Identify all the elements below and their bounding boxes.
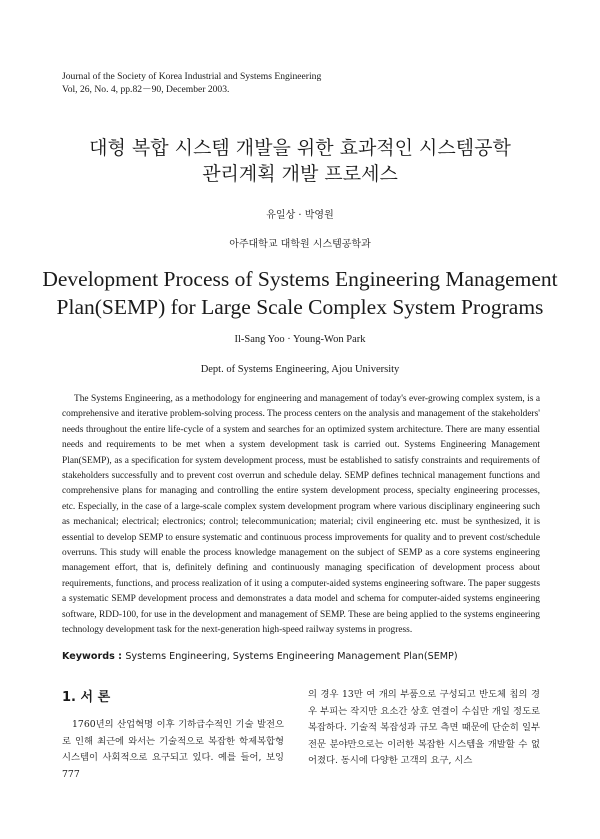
korean-affiliation: 아주대학교 대학원 시스템공학과 [229, 239, 371, 250]
korean-title-line-1: 대형 복합 시스템 개발을 위한 효과적인 시스템공학 [89, 137, 511, 159]
korean-title-line-2: 관리계획 개발 프로세스 [202, 163, 398, 185]
korean-authors: 유일상 · 박영원 [266, 210, 334, 221]
journal-name: Journal of the Society of Korea Industrial and Systems Engineering [62, 71, 322, 82]
english-title [0, 265, 600, 321]
korean-title [0, 135, 600, 187]
section-heading: 1. 서 론 [62, 690, 111, 705]
english-affiliation: Dept. of Systems Engineering, Ajou University [200, 364, 400, 375]
keywords-label: Keywords : [62, 651, 126, 662]
body-column-right: 의 경우 13만 여 개의 부품으로 구성되고 반도체 칩의 경우 부피는 작지만 요소간 상호 연결이 수십만 개일 정도로 복잡하다. 기술적 복잡성과 규모 측면 때문에 단순히 일부 전문 분야만으로는 이러한 복잡한 시스템을 개발할 수 없어졌다. 동시에 다양한 고객의 요구, 시스 [308, 689, 540, 766]
english-authors: Il-Sang Yoo · Young-Won Park [234, 334, 366, 345]
english-title-line-1: Development Process of Systems Engineering Management [42, 267, 558, 291]
journal-header [62, 70, 321, 96]
body-column-left: 1760년의 산업혁명 이후 기하급수적인 기술 발전으로 인해 최근에 와서는 기술적으로 복잡한 학제복합형 시스템이 사회적으로 요구되고 있다. 예를 들어, 보잉 777 [62, 719, 284, 780]
keywords [62, 651, 540, 662]
keywords-text: Systems Engineering, Systems Engineering Management Plan(SEMP) [125, 651, 458, 662]
english-title-line-2: Plan(SEMP) for Large Scale Complex System Programs [56, 295, 544, 319]
abstract: The Systems Engineering, as a methodology for engineering and management of today's ever-growing complex system, is a comprehensive and iterative problem-solving process. The process centers on the analysis and management of the stakeholders' needs throughout the entire life-cycle of a system and searches for an optimized system architecture. There are many essential needs and requirements to be met when a system development task is carried out. Systems Engineering Management Plan(SEMP), as a specification for system development process, must be established to satisfy constraints and requirements of stakeholders successfully and to prevent cost overrun and schedule delay. SEMP defines technical management functions and comprehensive plans for managing and controlling the entire system development process, specialty engineering processes, etc. Especially, in the case of a large-scale complex system development program where various disciplinary engineering such as mechanical; electrical; electronics; control; telecommunication; material; civil engineering etc. must be synthesized, it is essential to develop SEMP to ensure systematic and continuous process improvements for quality and to prevent cost/schedule overruns. This study will enable the process knowledge management on the subject of SEMP as a core systems engineering management effort, that is, definitely defining and continuously managing specification of development process about requirements, functions, and process realization of it using a computer-aided systems engineering software. The paper suggests a systematic SEMP development process and demonstrates a data model and schema for computer-aided systems engineering software, RDD-100, for use in the development and management of SEMP. These are being applied to the systems engineering technology development task for the next-generation high-speed railway systems in progress. [62, 394, 540, 636]
journal-volume: Vol, 26, No. 4, pp.82－90, December 2003. [62, 84, 230, 95]
